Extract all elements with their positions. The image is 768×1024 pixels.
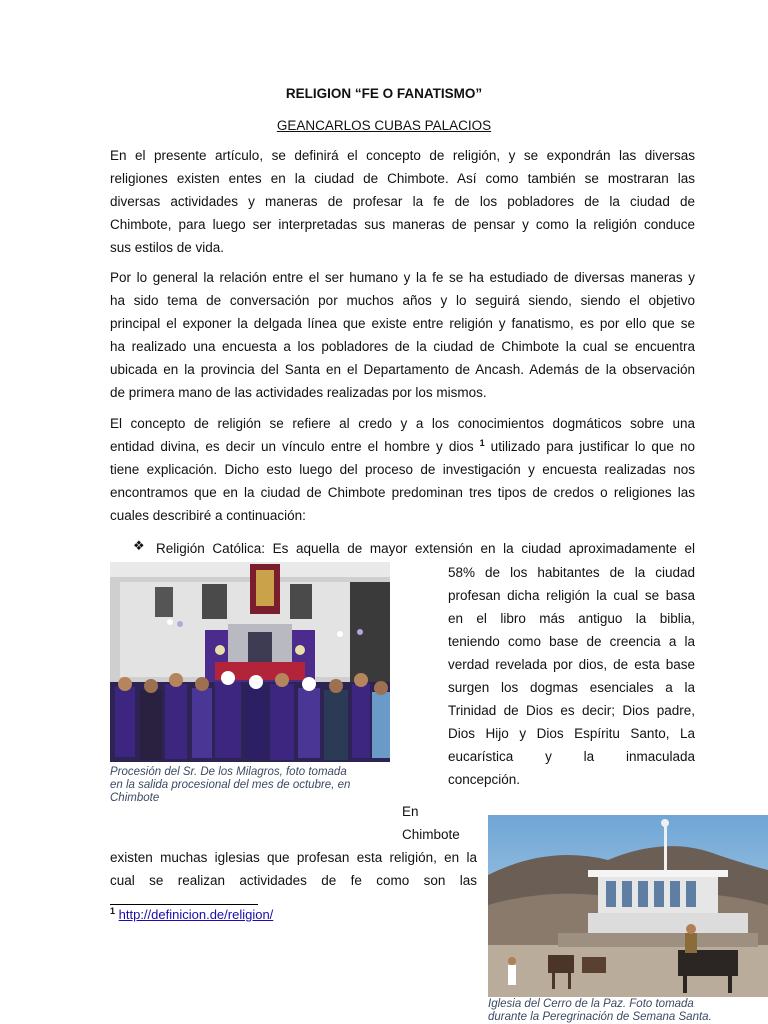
text-line: ha sido tema de conversación por muchos años y lo seguirá siendo, siendo el objetivo: [110, 293, 695, 308]
text-en: En: [402, 804, 419, 819]
text-line: sus estilos de vida.: [110, 240, 225, 255]
text-line: verdad revelada por dios, de esta base: [448, 657, 695, 672]
document-title: RELIGION “FE O FANATISMO”: [285, 86, 483, 101]
text-line: ha realizado una encuesta a los pobladores de la ciudad de Chimbote la cual se encuentra: [110, 339, 695, 354]
paragraph-relation: [110, 266, 695, 404]
church-caption: Iglesia del Cerro de la Paz. Foto tomada durante la Peregrinación de Semana Santa.: [488, 998, 712, 1023]
footnote: [110, 907, 273, 922]
bullet-first-line: [156, 537, 695, 560]
procession-image: [110, 562, 390, 762]
text-line: encontramos que en la ciudad de Chimbote predominan tres tipos de credos o religiones las: [110, 485, 695, 500]
text-line: profesan dicha religión la cual se basa: [448, 588, 695, 603]
bullet-right-column: [448, 561, 695, 791]
text-line: tiene explicación. Dicho esto luego del proceso de investigación y encuesta realizadas nos: [110, 462, 695, 477]
text-line: Dios Hijo y Dios Espíritu Santo, La: [448, 726, 695, 741]
text-line: ubicada en la provincia del Santa en el Departamento de Ancash. Además de la observación: [110, 362, 695, 377]
footnote-reference[interactable]: 1: [479, 438, 485, 448]
procession-photo: [110, 562, 390, 762]
text-line: 58% de los habitantes de la ciudad: [448, 565, 695, 580]
bullet-diamond-icon: ❖: [133, 538, 145, 553]
footnote-number: 1: [110, 906, 116, 916]
text-line: existen muchas iglesias que profesan esta religión, en la: [110, 850, 477, 865]
text-line: Chimbote, para luego ser interpretadas sus maneras de pensar y como la religión conduce: [110, 217, 695, 232]
church-image: [488, 815, 768, 997]
church-photo: [488, 815, 768, 997]
text-line: concepción.: [448, 772, 521, 787]
text-chimbote: Chimbote: [402, 827, 460, 842]
text-line: entidad divina, es decir un vínculo entre el hombre y dios $^1$ utilizado para justificar lo que no: [110, 438, 695, 454]
text-line: eucarística y la inmaculada: [448, 749, 695, 764]
footnote-separator: [110, 904, 258, 905]
procession-caption: Procesión del Sr. De los Milagros, foto tomada en la salida procesional del mes de octubre, en Chimbote: [110, 766, 351, 804]
text-line: El concepto de religión se refiere al credo y a los conocimientos dogmáticos sobre una: [110, 416, 695, 431]
text-line: En el presente artículo, se definirá el concepto de religión, y se expondrán las diversas: [110, 148, 695, 163]
author-name: GEANCARLOS CUBAS PALACIOS: [276, 118, 492, 133]
bullet-left-lines: [110, 846, 477, 892]
text-line: principal el exponer la delgada línea que existe entre religión y fanatismo, es por ello que se: [110, 316, 695, 331]
footnote-link[interactable]: http://definicion.de/religion/: [118, 907, 274, 922]
text-line: de primera mano de las actividades realizadas por los mismos.: [110, 385, 487, 400]
text-line: Trinidad de Dios es decir; Dios padre,: [448, 703, 695, 718]
paragraph-concept: [110, 412, 695, 527]
paragraph-intro: [110, 144, 695, 259]
text-line: en el libro más antiguo la biblia,: [448, 611, 695, 626]
text-line: Por lo general la relación entre el ser humano y la fe se ha estudiado de diversas maneras y: [110, 270, 695, 285]
text-line: teniendo como base de creencia a la: [448, 634, 695, 649]
text-line: cuales describiré a continuación:: [110, 508, 306, 523]
text-line: cual se realizan actividades de fe como son las: [110, 873, 477, 888]
text-line: Religión Católica: Es aquella de mayor extensión en la ciudad aproximadamente el: [156, 541, 695, 556]
text-line: diversas actividades y maneras de profesar la fe de los pobladores de la ciudad de: [110, 194, 695, 209]
text-line: religiones existen entes en la ciudad de Chimbote. Así como también se mostraran las: [110, 171, 695, 186]
text-line: surgen los dogmas esenciales a la: [448, 680, 695, 695]
